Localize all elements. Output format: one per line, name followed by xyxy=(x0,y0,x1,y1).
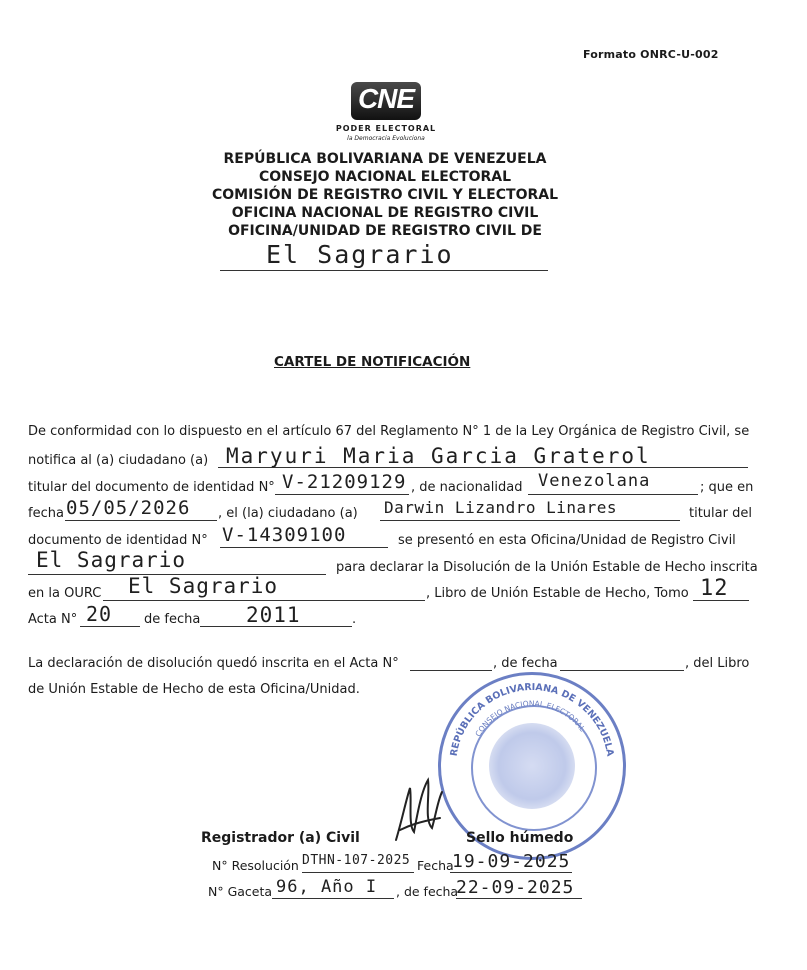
p2-line-2: de Unión Estable de Hecho de esta Oficina/Unidad. xyxy=(28,682,360,697)
resolution-date-field: 19-09-2025 xyxy=(452,851,571,872)
p1-line-4-post: titular del xyxy=(689,506,752,521)
header-line-4: OFICINA NACIONAL DE REGISTRO CIVIL xyxy=(231,205,539,221)
format-code: Formato ONRC-U-002 xyxy=(583,48,719,61)
p1-line-4-label: fecha xyxy=(28,506,64,521)
p2-date-line xyxy=(560,670,684,671)
ourc-line xyxy=(103,600,425,601)
header-line-1: REPÚBLICA BOLIVARIANA DE VENEZUELA xyxy=(223,151,547,167)
acta-line xyxy=(80,626,140,627)
logo-text: CNE xyxy=(357,83,415,114)
p1-line-6-post: para declarar la Disolución de la Unión Estable de Hecho inscrita xyxy=(336,560,758,575)
gazette-label: N° Gaceta xyxy=(208,884,273,899)
resolution-line xyxy=(302,872,414,873)
p2-line-1-mid: , de fecha xyxy=(493,656,558,671)
p1-line-7-mid: , Libro de Unión Estable de Hecho, Tomo xyxy=(426,586,689,601)
gazette-date-field: 22-09-2025 xyxy=(456,877,575,898)
gazette-date-line xyxy=(456,898,582,899)
logo-subtitle: PODER ELECTORAL xyxy=(335,124,437,133)
p1-line-3-post: ; que en xyxy=(700,480,754,495)
p2-line-1-post: , del Libro xyxy=(685,656,750,671)
resolution-field: DTHN-107-2025 xyxy=(302,853,411,868)
stamp-outer-text: REPÚBLICA BOLIVARIANA DE VENEZUELA xyxy=(448,681,616,758)
nationality-line xyxy=(528,494,698,495)
p1-line-8-label: Acta N° xyxy=(28,612,78,627)
stamp-inner-text: CONSEJO NACIONAL ELECTORAL xyxy=(473,698,588,739)
document-title: CARTEL DE NOTIFICACIÓN xyxy=(274,354,471,370)
registrar-label: Registrador (a) Civil xyxy=(201,830,360,846)
header-line-3: COMISIÓN DE REGISTRO CIVIL Y ELECTORAL xyxy=(211,187,559,203)
p1-line-1: De conformidad con lo dispuesto en el artículo 67 del Reglamento N° 1 de la Ley Orgánica de Registro Civil, se xyxy=(28,424,750,439)
seal-label: Sello húmedo xyxy=(466,830,574,846)
citizen-id-field: V-21209129 xyxy=(282,471,407,493)
document-header xyxy=(150,150,620,240)
resolution-date-label: Fecha xyxy=(417,858,454,873)
other-id-line xyxy=(220,547,388,548)
acta-year-field: 2011 xyxy=(246,603,301,627)
svg-text:REPÚBLICA BOLIVARIANA DE VENEZ xyxy=(449,682,616,758)
citizen-name-field: Maryuri Maria Garcia Graterol xyxy=(226,444,651,468)
header-line-5: OFICINA/UNIDAD DE REGISTRO CIVIL DE xyxy=(228,223,542,239)
date-line xyxy=(65,520,217,521)
other-name-line xyxy=(380,520,680,521)
header-line-2: CONSEJO NACIONAL ELECTORAL xyxy=(258,169,512,185)
gazette-date-label: , de fecha xyxy=(396,884,459,899)
other-name-field: Darwin Lizandro Linares xyxy=(384,498,618,517)
office-name-line xyxy=(220,270,548,271)
office-written-field: El Sagrario xyxy=(36,548,187,572)
citizen-id-line xyxy=(275,494,409,495)
acta-field: 20 xyxy=(86,602,113,626)
p2-line-1-label: La declaración de disolución quedó inscrita en el Acta N° xyxy=(28,656,399,671)
nationality-field: Venezolana xyxy=(538,471,651,491)
resolution-date-line xyxy=(450,872,572,873)
date-field: 05/05/2026 xyxy=(66,497,191,519)
tomo-field: 12 xyxy=(700,576,729,601)
other-id-field: V-14309100 xyxy=(222,524,347,546)
p1-line-5-post: se presentó en esta Oficina/Unidad de Registro Civil xyxy=(398,533,736,548)
office-name-handwritten: El Sagrario xyxy=(266,240,454,269)
resolution-label: N° Resolución xyxy=(212,858,299,873)
p1-line-5-label: documento de identidad N° xyxy=(28,533,208,548)
logo-tagline: la Democracia Evoluciona xyxy=(347,135,425,142)
p1-line-8-mid: de fecha xyxy=(144,612,201,627)
p1-line-4-mid: , el (la) ciudadano (a) xyxy=(218,506,358,521)
p2-acta-line xyxy=(410,670,492,671)
ourc-field: El Sagrario xyxy=(128,574,279,598)
cne-logo xyxy=(335,82,445,148)
p1-line-2-label: notifica al (a) ciudadano (a) xyxy=(28,453,209,468)
p1-line-3-mid: , de nacionalidad xyxy=(411,480,523,495)
p1-line-8-end: . xyxy=(352,612,357,627)
p1-line-3-label: titular del documento de identidad N° xyxy=(28,480,275,495)
p1-line-7-label: en la OURC xyxy=(28,586,102,601)
registrar-signature xyxy=(388,770,448,850)
gazette-line xyxy=(272,898,394,899)
gazette-field: 96, Año I xyxy=(276,877,378,897)
